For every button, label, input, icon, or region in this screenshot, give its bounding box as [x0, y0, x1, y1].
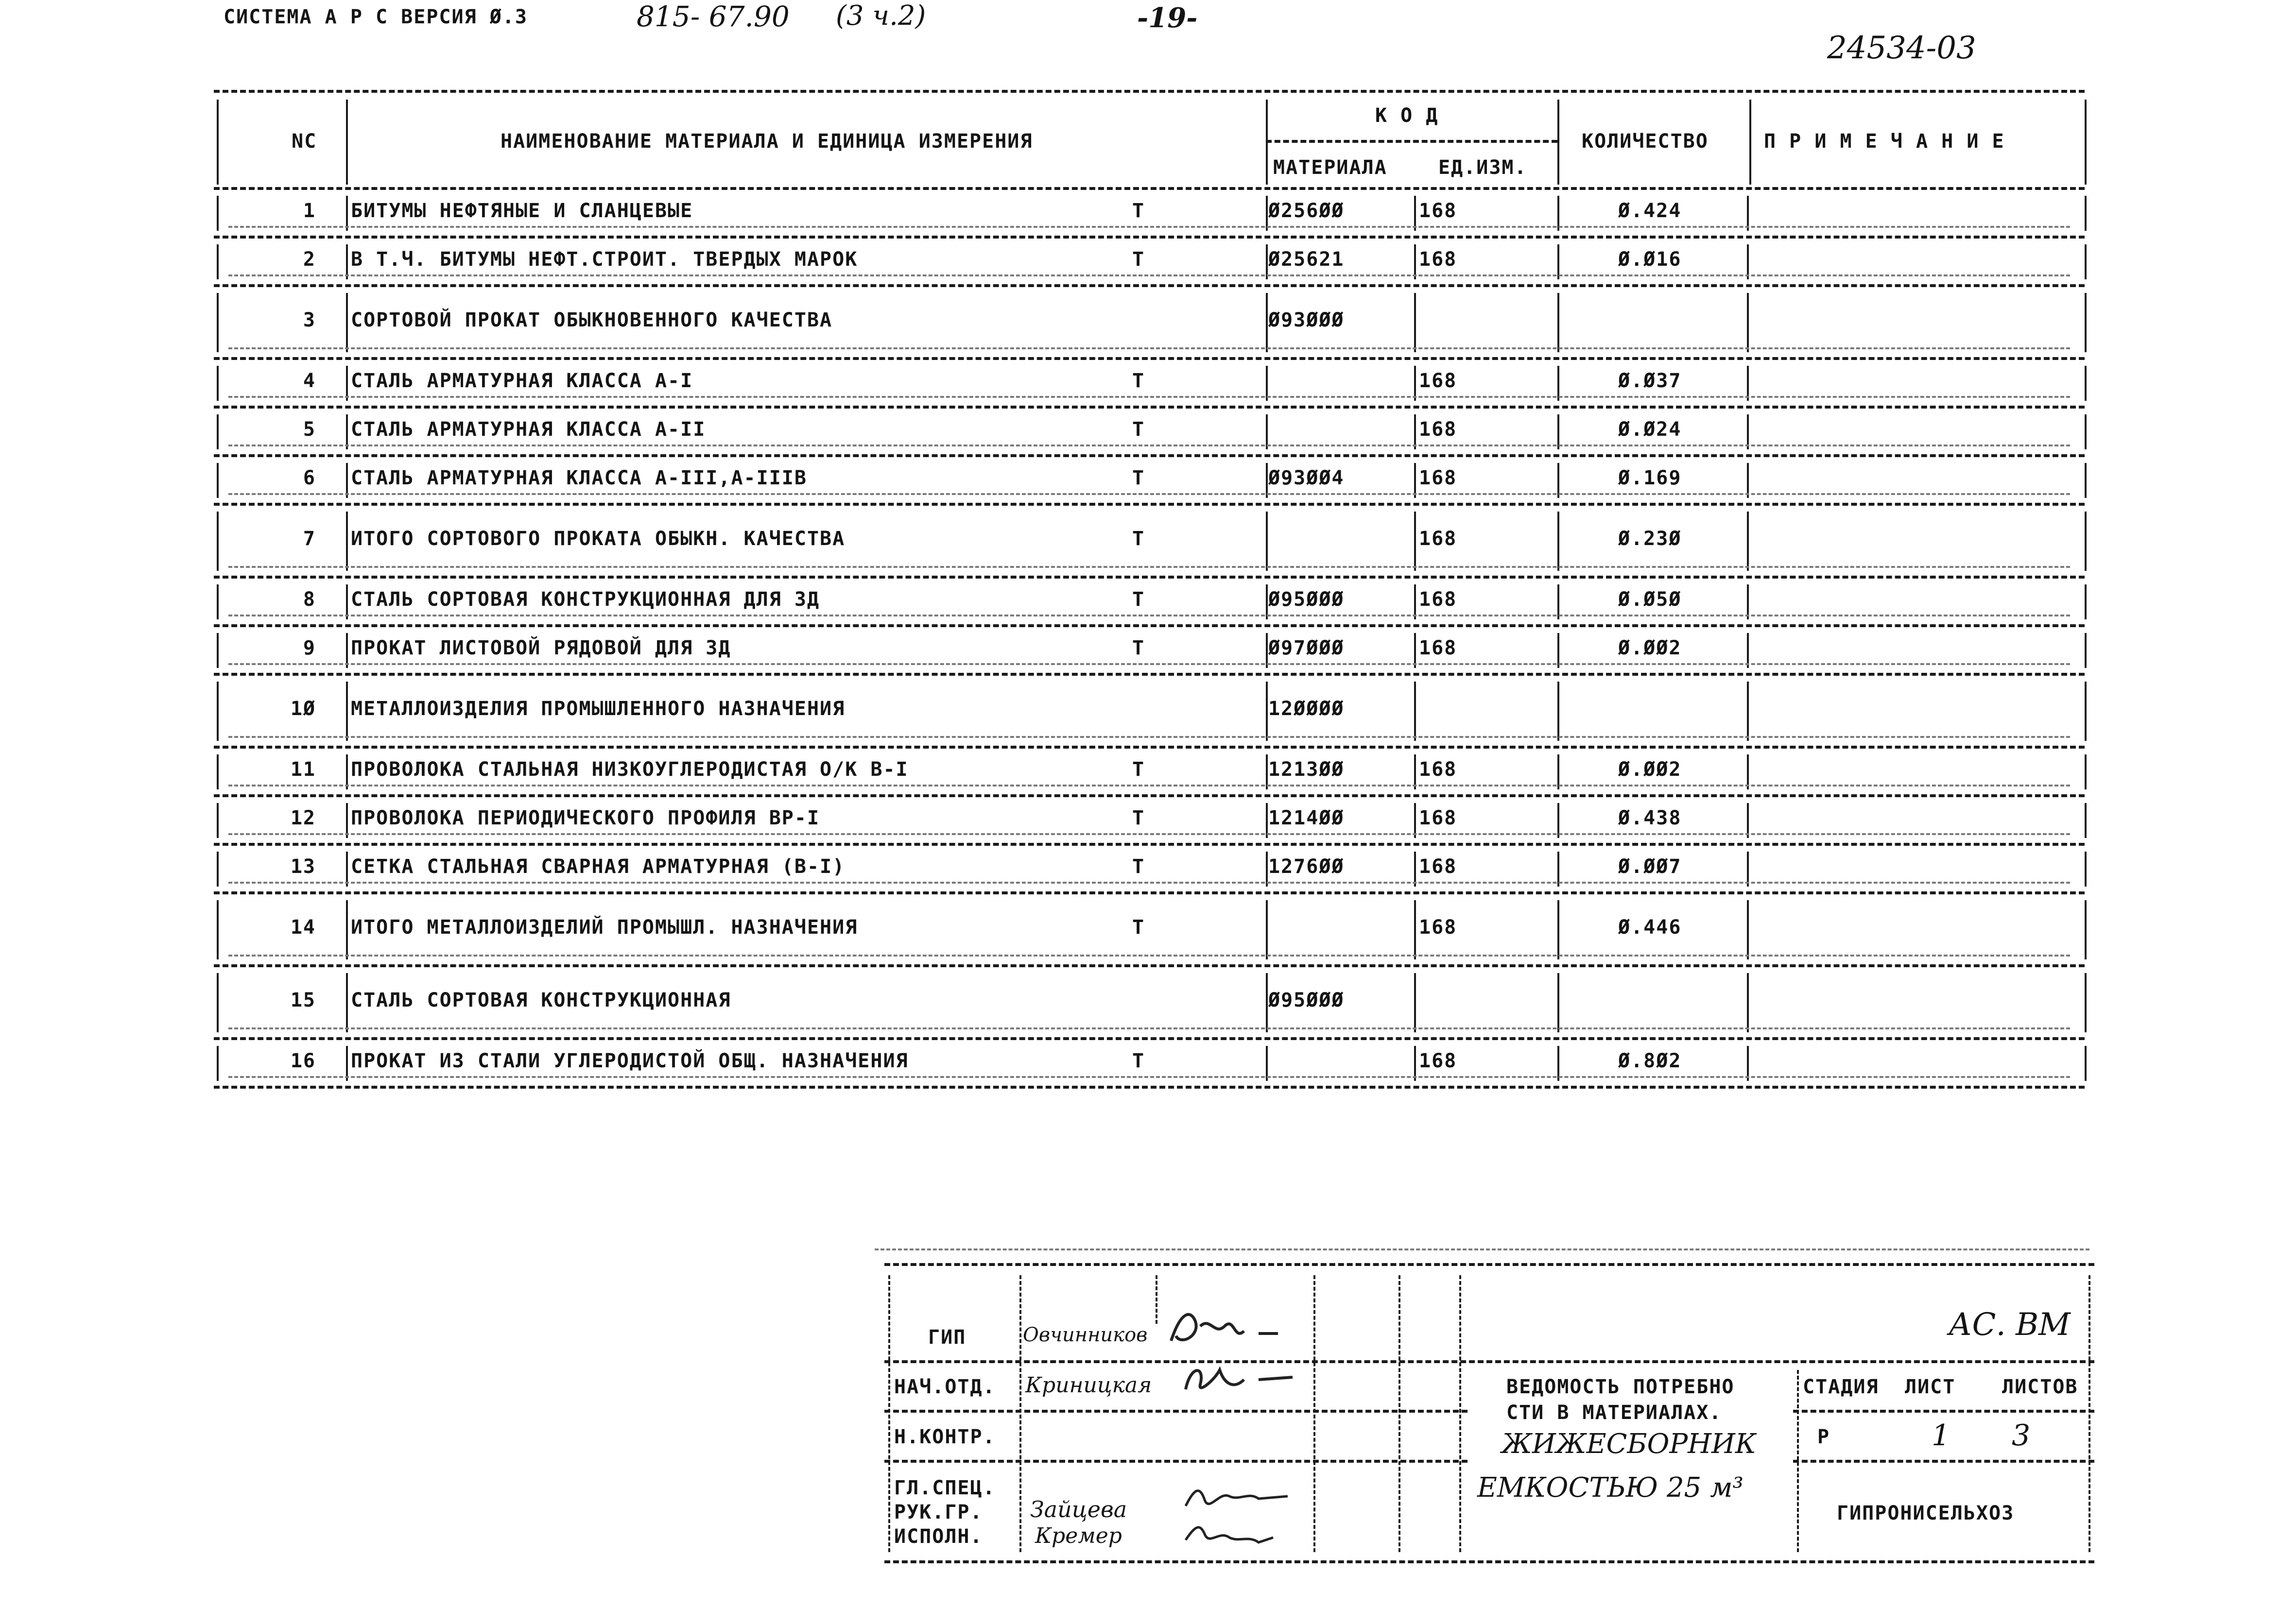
column-rule	[217, 196, 219, 231]
quantity: Ø.169	[1618, 467, 1682, 489]
row-number: 14	[290, 916, 316, 939]
row-dotted-underline	[228, 566, 2070, 568]
column-rule	[2085, 803, 2087, 838]
row-number: 6	[303, 467, 316, 489]
signature-gip	[1161, 1307, 1307, 1351]
column-rule	[217, 682, 219, 741]
material-name: ИТОГО СОРТОВОГО ПРОКАТА ОБЫКН. КАЧЕСТВА	[351, 528, 846, 550]
column-rule	[217, 900, 219, 959]
quantity: Ø.ØØ2	[1618, 758, 1682, 781]
column-rule	[217, 973, 219, 1032]
row-separator	[214, 236, 2085, 239]
column-rule	[1749, 100, 1751, 185]
column-rule	[346, 973, 348, 1032]
column-rule	[1557, 682, 1559, 741]
role-gip: ГИП	[928, 1326, 967, 1349]
column-rule	[217, 584, 219, 619]
column-rule	[1414, 973, 1416, 1032]
row-dotted-underline	[228, 226, 2070, 228]
column-rule	[2085, 900, 2087, 959]
column-rule	[346, 293, 348, 352]
page-number: -19-	[1137, 2, 1198, 34]
column-rule	[217, 754, 219, 789]
column-rule	[217, 803, 219, 838]
name-ispoln: Кремер	[1035, 1523, 1122, 1548]
unit-of-measure: Т	[1132, 637, 1145, 659]
column-rule	[1557, 973, 1559, 1032]
column-rule	[1266, 293, 1268, 352]
row-dotted-underline	[228, 615, 2070, 616]
row-dotted-underline	[228, 347, 2070, 349]
col-code-header: К О Д	[1375, 104, 1439, 127]
column-rule	[1414, 900, 1416, 959]
doc-title-line2: СТИ В МАТЕРИАЛАХ.	[1506, 1402, 1722, 1424]
material-code: Ø93ØØØ	[1268, 309, 1345, 331]
column-rule	[1747, 900, 1749, 959]
role-n-kontr: Н.КОНТР.	[894, 1426, 996, 1448]
material-name: ИТОГО МЕТАЛЛОИЗДЕЛИЙ ПРОМЫШЛ. НАЗНАЧЕНИЯ	[351, 916, 858, 939]
row-dotted-underline	[228, 663, 2070, 665]
unit-code: 168	[1419, 637, 1457, 659]
material-code: Ø25621	[1268, 248, 1345, 271]
column-rule	[2085, 244, 2087, 279]
quantity: Ø.424	[1618, 200, 1682, 222]
unit-code: 168	[1419, 418, 1457, 441]
column-rule	[2085, 754, 2087, 789]
unit-code: 168	[1419, 248, 1457, 271]
column-rule	[2085, 100, 2087, 185]
material-name: СЕТКА СТАЛЬНАЯ СВАРНАЯ АРМАТУРНАЯ (В-I)	[351, 855, 846, 878]
unit-code: 168	[1419, 758, 1457, 781]
stage-label: СТАДИЯ	[1803, 1376, 1879, 1398]
doc-title-line1: ВЕДОМОСТЬ ПОТРЕБНО	[1506, 1376, 1735, 1398]
name-ruk-gr: Зайцева	[1030, 1496, 1127, 1522]
column-rule	[217, 463, 219, 498]
column-rule	[1747, 512, 1749, 571]
col-no-header: NC	[292, 130, 317, 153]
row-dotted-underline	[228, 396, 2070, 398]
column-rule	[1266, 682, 1268, 741]
column-rule	[346, 682, 348, 741]
row-number: 15	[290, 989, 316, 1011]
material-name: ПРОВОЛОКА ПЕРИОДИЧЕСКОГО ПРОФИЛЯ ВР-I	[351, 807, 820, 829]
material-code: 12ØØØØ	[1268, 698, 1345, 720]
unit-code: 168	[1419, 467, 1457, 489]
column-rule	[1747, 682, 1749, 741]
material-name: В Т.Ч. БИТУМЫ НЕФТ.СТРОИТ. ТВЕРДЫХ МАРОК	[351, 248, 858, 271]
row-separator	[214, 624, 2085, 627]
column-rule	[217, 414, 219, 449]
row-number: 7	[303, 528, 316, 550]
row-dotted-underline	[228, 882, 2070, 884]
unit-code: 168	[1419, 916, 1457, 939]
row-separator	[214, 1037, 2085, 1040]
drawing-code: АС. ВМ	[1949, 1307, 2071, 1343]
column-rule	[2085, 366, 2087, 401]
row-separator	[214, 794, 2085, 797]
unit-code: 168	[1419, 200, 1457, 222]
unit-code: 168	[1419, 370, 1457, 392]
quantity: Ø.Ø37	[1618, 370, 1682, 392]
column-rule	[1414, 293, 1416, 352]
unit-of-measure: Т	[1132, 418, 1145, 441]
quantity: Ø.8Ø2	[1618, 1050, 1682, 1072]
row-number: 16	[290, 1050, 316, 1072]
col-note-header: П Р И М Е Ч А Н И Е	[1764, 130, 2005, 153]
column-rule	[1747, 293, 1749, 352]
column-rule	[217, 366, 219, 401]
document-number: 24534-03	[1827, 30, 1976, 66]
header-bottom-rule	[214, 187, 2085, 190]
sheet-value: 1	[1932, 1419, 1951, 1453]
column-rule	[1557, 100, 1559, 185]
row-dotted-underline	[228, 736, 2070, 738]
material-code: Ø95ØØØ	[1268, 588, 1345, 611]
unit-of-measure: Т	[1132, 248, 1145, 271]
row-separator	[214, 1086, 2085, 1089]
material-name: СОРТОВОЙ ПРОКАТ ОБЫКНОВЕННОГО КАЧЕСТВА	[351, 309, 833, 331]
row-separator	[214, 964, 2085, 967]
object-name-line1: ЖИЖЕСБОРНИК	[1502, 1428, 1757, 1460]
material-name: СТАЛЬ АРМАТУРНАЯ КЛАССА А-III,А-IIIВ	[351, 467, 807, 489]
unit-of-measure: Т	[1132, 467, 1145, 489]
name-nach-otd: Криницкая	[1025, 1373, 1152, 1398]
unit-of-measure: Т	[1132, 758, 1145, 781]
column-rule	[217, 633, 219, 668]
column-rule	[1266, 973, 1268, 1032]
row-number: 5	[303, 418, 316, 441]
unit-code: 168	[1419, 807, 1457, 829]
row-dotted-underline	[228, 493, 2070, 495]
column-rule	[2085, 293, 2087, 352]
project-part: (3 ч.2)	[836, 0, 926, 32]
role-ruk-gr: РУК.ГР.	[894, 1501, 983, 1523]
row-dotted-underline	[228, 274, 2070, 276]
row-dotted-underline	[228, 1076, 2070, 1078]
object-name-line2: ЕМКОСТЬЮ 25 м³	[1477, 1472, 1744, 1504]
system-label: СИСТЕМА А Р С ВЕРСИЯ Ø.3	[224, 6, 528, 28]
row-separator	[214, 746, 2085, 749]
row-number: 1	[303, 200, 316, 222]
unit-of-measure: Т	[1132, 855, 1145, 878]
row-separator	[214, 576, 2085, 579]
unit-of-measure: Т	[1132, 1050, 1145, 1072]
unit-of-measure: Т	[1132, 916, 1145, 939]
row-number: 3	[303, 309, 316, 331]
row-number: 9	[303, 637, 316, 659]
row-separator	[214, 284, 2085, 287]
column-rule	[217, 100, 219, 185]
column-rule	[2085, 584, 2087, 619]
row-dotted-underline	[228, 955, 2070, 957]
column-rule	[346, 512, 348, 571]
col-name-header: НАИМЕНОВАНИЕ МАТЕРИАЛА И ЕДИНИЦА ИЗМЕРЕНИЯ	[501, 130, 1033, 153]
material-code: Ø256ØØ	[1268, 200, 1345, 222]
column-rule	[2085, 1046, 2087, 1081]
material-code: 1214ØØ	[1268, 807, 1345, 829]
quantity: Ø.Ø24	[1618, 418, 1682, 441]
column-rule	[2085, 196, 2087, 231]
row-number: 4	[303, 370, 316, 392]
material-code: 1213ØØ	[1268, 758, 1345, 781]
table-top-rule	[214, 90, 2085, 93]
row-number: 11	[290, 758, 316, 781]
row-separator	[214, 503, 2085, 506]
signature-ispoln	[1176, 1516, 1302, 1550]
column-rule	[1747, 973, 1749, 1032]
column-rule	[217, 244, 219, 279]
material-name: СТАЛЬ СОРТОВАЯ КОНСТРУКЦИОННАЯ ДЛЯ ЗД	[351, 588, 820, 611]
stage-value: Р	[1817, 1426, 1830, 1448]
unit-code: 168	[1419, 588, 1457, 611]
role-nach-otd: НАЧ.ОТД.	[894, 1376, 996, 1398]
row-separator	[214, 357, 2085, 360]
unit-code: 168	[1419, 855, 1457, 878]
col-code-material-header: МАТЕРИАЛА	[1273, 156, 1387, 179]
column-rule	[1557, 900, 1559, 959]
role-ispoln: ИСПОЛН.	[894, 1525, 983, 1548]
material-name: СТАЛЬ СОРТОВАЯ КОНСТРУКЦИОННАЯ	[351, 989, 731, 1011]
quantity: Ø.Ø5Ø	[1618, 588, 1682, 611]
material-code: Ø97ØØØ	[1268, 637, 1345, 659]
unit-of-measure: Т	[1132, 807, 1145, 829]
column-rule	[217, 512, 219, 571]
unit-code: 168	[1419, 1050, 1457, 1072]
unit-of-measure: Т	[1132, 370, 1145, 392]
material-code: Ø93ØØ4	[1268, 467, 1345, 489]
quantity: Ø.Ø16	[1618, 248, 1682, 271]
sheets-value: 3	[2012, 1419, 2031, 1453]
quantity: Ø.ØØ7	[1618, 855, 1682, 878]
sheet-label: ЛИСТ	[1905, 1376, 1956, 1398]
signature-nach-otd	[1176, 1360, 1302, 1399]
row-separator	[214, 673, 2085, 676]
sheets-label: ЛИСТОВ	[2002, 1376, 2078, 1398]
column-rule	[1414, 512, 1416, 571]
project-number: 815- 67.90	[637, 0, 790, 33]
row-separator	[214, 891, 2085, 894]
column-rule	[217, 293, 219, 352]
column-rule	[2085, 414, 2087, 449]
column-rule	[217, 1046, 219, 1081]
column-rule	[1557, 293, 1559, 352]
column-rule	[2085, 852, 2087, 887]
material-name: ПРОКАТ ИЗ СТАЛИ УГЛЕРОДИСТОЙ ОБЩ. НАЗНАЧЕНИЯ	[351, 1050, 909, 1072]
col-code-unit-header: ЕД.ИЗМ.	[1438, 156, 1527, 179]
signature-ruk-gr	[1176, 1482, 1302, 1516]
name-gip: Овчинников	[1023, 1324, 1148, 1346]
unit-of-measure: Т	[1132, 528, 1145, 550]
column-rule	[1414, 682, 1416, 741]
row-dotted-underline	[228, 833, 2070, 835]
row-number: 8	[303, 588, 316, 611]
column-rule	[1266, 900, 1268, 959]
column-rule	[1557, 512, 1559, 571]
code-subheader-rule	[1266, 140, 1557, 143]
column-rule	[1266, 512, 1268, 571]
row-number: 12	[290, 807, 316, 829]
column-rule	[2085, 682, 2087, 741]
material-name: СТАЛЬ АРМАТУРНАЯ КЛАССА А-II	[351, 418, 706, 441]
row-separator	[214, 843, 2085, 846]
role-gl-spec: ГЛ.СПЕЦ.	[894, 1477, 996, 1499]
row-number: 1Ø	[290, 698, 316, 720]
column-rule	[2085, 973, 2087, 1032]
quantity: Ø.23Ø	[1618, 528, 1682, 550]
column-rule	[2085, 463, 2087, 498]
material-name: БИТУМЫ НЕФТЯНЫЕ И СЛАНЦЕВЫЕ	[351, 200, 693, 222]
row-number: 2	[303, 248, 316, 271]
organization-name: ГИПРОНИСЕЛЬХОЗ	[1837, 1502, 2015, 1524]
unit-of-measure: Т	[1132, 200, 1145, 222]
quantity: Ø.ØØ2	[1618, 637, 1682, 659]
row-dotted-underline	[228, 785, 2070, 786]
quantity: Ø.446	[1618, 916, 1682, 939]
column-rule	[346, 100, 348, 185]
col-qty-header: КОЛИЧЕСТВО	[1582, 130, 1709, 153]
material-name: МЕТАЛЛОИЗДЕЛИЯ ПРОМЫШЛЕННОГО НАЗНАЧЕНИЯ	[351, 698, 846, 720]
unit-code: 168	[1419, 528, 1457, 550]
material-name: ПРОКАТ ЛИСТОВОЙ РЯДОВОЙ ДЛЯ ЗД	[351, 637, 731, 659]
material-code: Ø95ØØØ	[1268, 989, 1345, 1011]
column-rule	[346, 900, 348, 959]
row-dotted-underline	[228, 1027, 2070, 1029]
column-rule	[2085, 633, 2087, 668]
row-dotted-underline	[228, 444, 2070, 446]
row-separator	[214, 406, 2085, 409]
row-number: 13	[290, 855, 316, 878]
material-name: ПРОВОЛОКА СТАЛЬНАЯ НИЗКОУГЛЕРОДИСТАЯ О/К В-I	[351, 758, 909, 781]
material-code: 1276ØØ	[1268, 855, 1345, 878]
unit-of-measure: Т	[1132, 588, 1145, 611]
row-separator	[214, 454, 2085, 457]
column-rule	[2085, 512, 2087, 571]
column-rule	[217, 852, 219, 887]
quantity: Ø.438	[1618, 807, 1682, 829]
material-name: СТАЛЬ АРМАТУРНАЯ КЛАССА А-I	[351, 370, 693, 392]
